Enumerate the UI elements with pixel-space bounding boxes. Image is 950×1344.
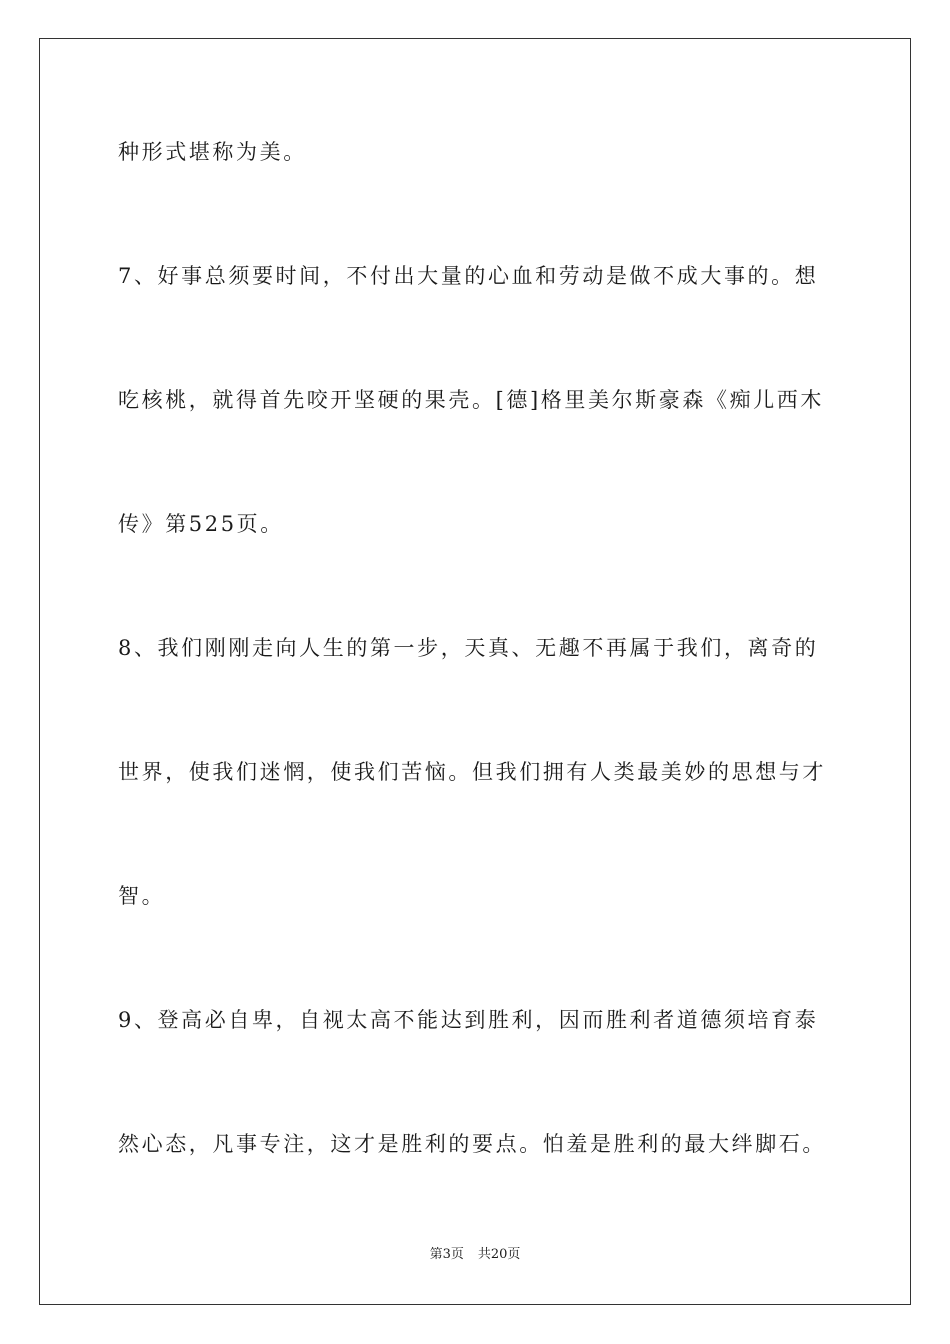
body-text-line: 7、好事总须要时间，不付出大量的心血和劳动是做不成大事的。想: [118, 264, 819, 288]
body-text-line: 9、登高必自卑，自视太高不能达到胜利，因而胜利者道德须培育泰: [118, 1008, 819, 1032]
body-text-line: 智。: [118, 884, 166, 908]
body-text-line: 传》第525页。: [118, 512, 284, 536]
body-text-line: 8、我们刚刚走向人生的第一步，天真、无趣不再属于我们，离奇的: [118, 636, 819, 660]
body-text-line: 种形式堪称为美。: [118, 140, 307, 164]
page-total: 共20页: [477, 1247, 521, 1262]
page-footer: [0, 1246, 950, 1264]
body-text-line: 世界，使我们迷惘，使我们苦恼。但我们拥有人类最美妙的思想与才: [118, 760, 826, 784]
body-text-line: 吃核桃，就得首先咬开坚硬的果壳。[德]格里美尔斯豪森《痴儿西木: [118, 388, 824, 412]
page-number: 第3页: [429, 1247, 464, 1262]
body-text-line: 然心态，凡事专注，这才是胜利的要点。怕羞是胜利的最大绊脚石。: [118, 1132, 826, 1156]
page-border: [39, 38, 911, 1305]
